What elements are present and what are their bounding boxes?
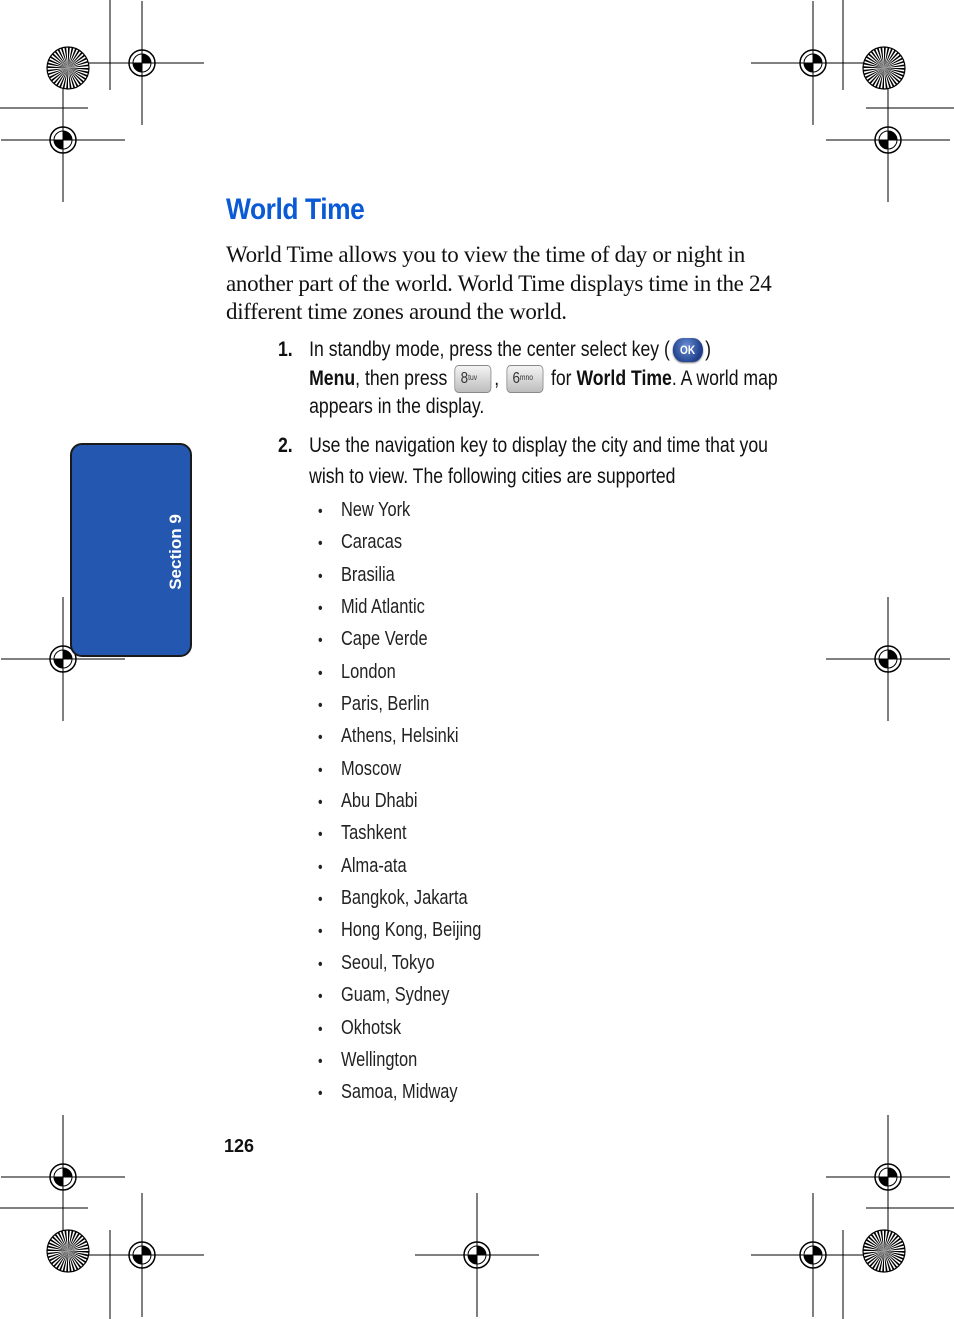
bullet-icon: • [318,1052,323,1070]
bullet-icon: • [318,535,323,553]
city-name: London [340,660,396,683]
page-title: World Time [226,193,365,226]
city-name: Seoul, Tokyo [340,951,435,974]
page-number: 126 [224,1136,255,1156]
step-body: Use the navigation key to display the city and time that you wish to view. The following cities are supported [309,434,768,488]
star-target [863,1230,905,1272]
city-name: Okhotsk [340,1016,402,1039]
bullet-icon: • [318,891,323,909]
list-item [318,559,481,591]
list-item [318,526,481,558]
city-name: Hong Kong, Beijing [340,919,482,942]
registration-target [80,1193,204,1317]
list-item [318,623,481,655]
registration-target [80,1,204,125]
list-item [318,753,481,785]
bullet-icon: • [318,1020,323,1038]
step-number: 2. [278,434,293,457]
bullet-icon: • [318,729,323,747]
city-name: Wellington [340,1048,418,1071]
key-6-icon: 6mno [507,365,544,393]
list-item [318,720,481,752]
section-tab-label: Section 9 [166,514,185,590]
bullet-icon: • [318,697,323,715]
star-target [863,47,905,89]
city-name: Bangkok, Jakarta [340,887,468,910]
list-item [318,850,481,882]
bullet-icon: • [318,858,323,876]
list-item [318,785,481,817]
star-target [47,47,89,89]
registration-target [751,1,875,125]
list-item [318,494,481,526]
list-item [318,947,481,979]
list-item [318,591,481,623]
bullet-icon: • [318,955,323,973]
bullet-icon: • [318,923,323,941]
list-item [318,1044,481,1076]
city-name: Athens, Helsinki [340,725,459,748]
list-item [318,882,481,914]
bullet-icon: • [318,664,323,682]
registration-target [1,1115,125,1239]
city-name: Guam, Sydney [340,984,450,1007]
city-name: Brasilia [340,563,395,586]
list-item [318,914,481,946]
step-number: 1. [278,338,293,361]
registration-target [751,1193,875,1317]
list-item [318,817,481,849]
city-name: Caracas [340,531,403,554]
bullet-icon: • [318,761,323,779]
city-name: Abu Dhabi [340,790,418,813]
registration-target [826,1115,950,1239]
list-item [318,656,481,688]
city-name: Alma-ata [340,854,407,877]
list-item [318,688,481,720]
list-item [318,1076,481,1108]
star-target [47,1230,89,1272]
city-name: Tashkent [340,822,407,845]
registration-target [826,597,950,721]
city-name: Cape Verde [340,628,428,651]
bullet-icon: • [318,794,323,812]
bullet-icon: • [318,632,323,650]
intro-paragraph: World Time allows you to view the time of day or night in another part of the world. World Time displays time in the 24 different time zones around the world. [226,242,772,324]
registration-target [415,1193,539,1317]
bullet-icon: • [318,1085,323,1103]
ok-key-icon: OK [672,338,702,362]
bullet-icon: • [318,988,323,1006]
bullet-icon: • [318,567,323,585]
city-name: Samoa, Midway [340,1081,458,1104]
city-name: Moscow [340,757,402,780]
list-item [318,1012,481,1044]
bullet-icon: • [318,503,323,520]
bullet-icon: • [318,826,323,844]
menu-label: Menu [309,366,356,390]
city-name: Paris, Berlin [340,693,430,716]
key-8-icon: 8tuv [455,365,492,393]
world-time-label: World Time [576,366,672,390]
registration-target [1,78,125,202]
list-item [318,979,481,1011]
city-name: New York [340,499,411,521]
step-body: In standby mode, press the center select key ( OK ) Menu, then press 8tuv , 6mno for World Time. A world map appears in the display. [309,338,778,418]
city-list [318,494,517,1109]
registration-target [826,78,950,202]
bullet-icon: • [318,600,323,618]
city-name: Mid Atlantic [340,596,425,619]
